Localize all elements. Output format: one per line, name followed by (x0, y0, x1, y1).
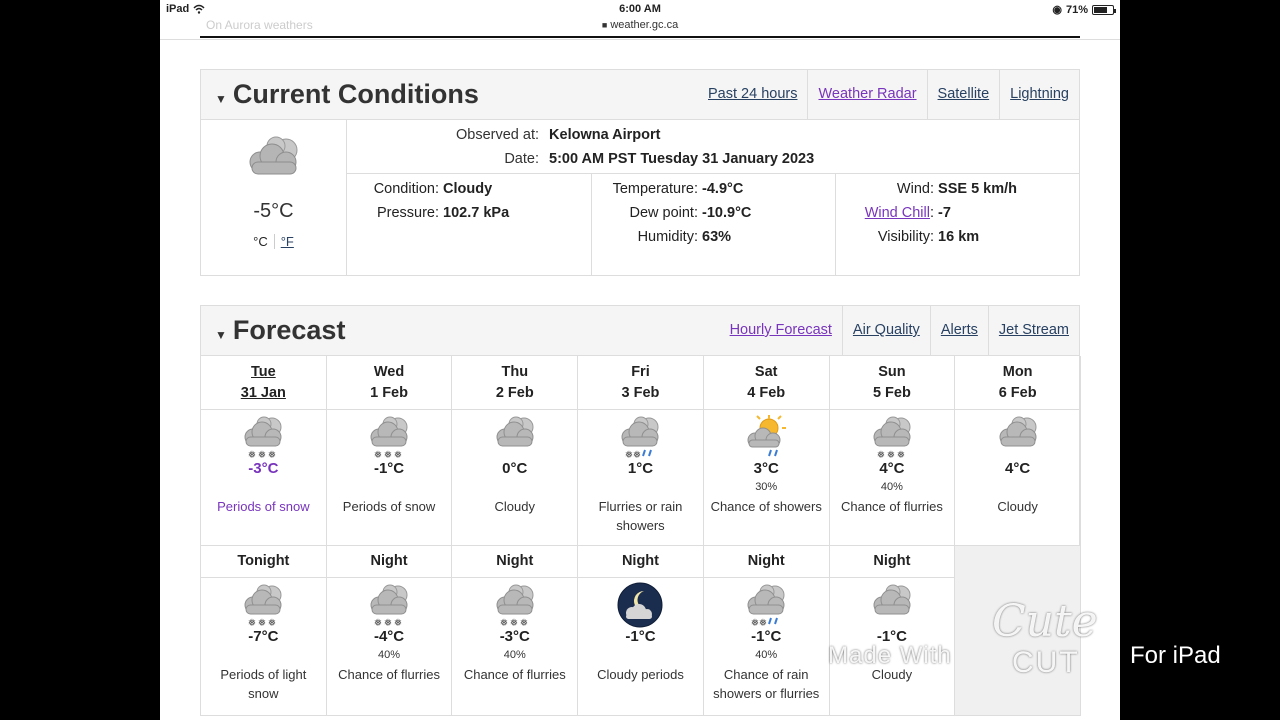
forecast-day-summary: Cloudy (997, 499, 1038, 514)
status-right (1052, 3, 1114, 16)
observation-date: 5:00 AM PST Tuesday 31 January 2023 (549, 151, 815, 167)
unit-switcher (201, 234, 346, 249)
cloud-icon (244, 134, 304, 180)
forecast-night-label: Tonight (237, 553, 290, 569)
forecast-day-date: 2 Feb (495, 385, 534, 401)
cloud-snow-icon (240, 582, 286, 628)
svg-text:❅: ❅ (258, 618, 267, 628)
divider (200, 36, 1080, 38)
forecast-night-temp: -1°C (625, 628, 656, 645)
cloud-icon (995, 414, 1041, 460)
svg-text:❅: ❅ (896, 450, 906, 460)
forecast-day-temp: 0°C (502, 460, 528, 477)
forecast-night-label: Night (747, 553, 785, 569)
forecast-night-summary: Chance of flurries (463, 667, 566, 682)
forecast-day-name: Thu (501, 364, 529, 380)
link-past-24-hours[interactable]: Past 24 hours (708, 86, 798, 102)
forecast-night-label: Night (496, 553, 534, 569)
forecast-day-summary: Flurries or rain showers (598, 499, 683, 533)
forecast-night-pop (201, 649, 326, 662)
forecast-day-name: Fri (631, 364, 650, 380)
forecast-day-temp: -3°C (248, 460, 279, 477)
forecast-day-cell[interactable] (955, 410, 1081, 546)
dewpoint-label: Dew point: (629, 205, 698, 221)
forecast-night-summary: Chance of flurries (338, 667, 440, 682)
forecast-header (201, 306, 1079, 356)
forecast-day-cell[interactable] (578, 410, 704, 546)
forecast-night-temp: -1°C (876, 628, 907, 645)
forecast-night-pop (578, 649, 703, 662)
forecast-night-cell[interactable] (830, 578, 956, 716)
svg-text:❅: ❅ (383, 618, 393, 628)
observed-station: Kelowna Airport (549, 127, 661, 143)
visibility-label: Visibility: (877, 229, 934, 245)
visibility-value: 16 km (938, 229, 980, 245)
forecast-day-pop (578, 481, 703, 494)
forecast-day-name: Sat (754, 364, 778, 380)
watermark-for-ipad: For iPad (1130, 642, 1221, 669)
condition-label: Condition: (373, 181, 439, 197)
caret-down-icon: ▼ (215, 92, 227, 106)
wind-value: SSE 5 km/h (938, 181, 1018, 197)
status-bar (160, 0, 1120, 40)
forecast-day-summary: Cloudy (494, 499, 535, 514)
watermark-cut: CUT (1012, 646, 1080, 679)
forecast-day-name: Sun (878, 364, 906, 380)
battery-icon (1092, 5, 1114, 15)
forecast-day-name: Wed (373, 364, 405, 380)
forecast-night-pop (830, 649, 955, 662)
forecast-day-pop: 40% (880, 481, 903, 493)
cloud-snow-icon (240, 414, 286, 460)
forecast-day-date: 5 Feb (872, 385, 911, 401)
humidity-value: 63% (702, 229, 732, 245)
forecast-day-cell[interactable] (704, 410, 830, 546)
battery-percent: 71% (1065, 3, 1088, 16)
forecast-day-date: 4 Feb (747, 385, 786, 401)
humidity-label: Humidity: (637, 229, 698, 245)
condition-value: Cloudy (443, 181, 493, 197)
watermark-made-with: Made With (828, 642, 952, 669)
link-alerts[interactable]: Alerts (930, 306, 988, 356)
forecast-night-summary: Chance of rain showers or flurries (713, 667, 820, 701)
forecast-day-header (578, 356, 704, 410)
forecast-day-pop: 30% (755, 481, 778, 493)
pressure-label: Pressure: (376, 205, 439, 221)
conditions-column-3: Wind: SSE 5 km/h Wind Chill: -7 Visibility: 16 km (835, 174, 1081, 275)
wind-chill-link[interactable]: Wind Chill (864, 205, 930, 221)
clock: 6:00 AM (619, 3, 661, 15)
forecast-day-pop (955, 481, 1080, 494)
cloud-snow-icon (869, 414, 915, 460)
forecast-night-header (830, 546, 956, 578)
link-air-quality[interactable]: Air Quality (842, 306, 930, 356)
forecast-night-header (327, 546, 453, 578)
unit-celsius: °C (253, 234, 268, 249)
svg-text:❅: ❅ (393, 450, 403, 460)
cloud-snow-rain-icon (743, 582, 789, 628)
forecast-night-cell[interactable] (201, 578, 327, 716)
forecast-panel (200, 305, 1080, 716)
forecast-night-pop: 40% (755, 649, 778, 661)
current-temperature: -5°C (253, 200, 294, 222)
forecast-day-pop (201, 481, 326, 494)
forecast-night-summary: Periods of light snow (220, 667, 307, 701)
cloud-snow-icon (366, 582, 412, 628)
forecast-night-cell[interactable] (327, 578, 453, 716)
svg-text:❅: ❅ (876, 450, 886, 460)
svg-text:❅: ❅ (625, 450, 634, 460)
conditions-column-2 (591, 174, 835, 275)
forecast-day-temp: 4°C (879, 460, 905, 477)
cloud-icon (869, 582, 915, 628)
forecast-day-date: 3 Feb (621, 385, 660, 401)
forecast-night-label: Night (873, 553, 911, 569)
forecast-day-temp: -1°C (373, 460, 405, 477)
forecast-day-name: Mon (1002, 364, 1033, 380)
forecast-day-temp: 3°C (753, 460, 779, 477)
svg-text:❅: ❅ (633, 450, 642, 460)
link-lightning[interactable]: Lightning (999, 70, 1079, 120)
forecast-night-pop: 40% (378, 649, 401, 661)
svg-text:❅: ❅ (248, 450, 257, 460)
dewpoint-value: -10.9°C (702, 205, 752, 221)
pressure-value: 102.7 kPa (443, 205, 510, 221)
forecast-day-summary: Periods of snow (342, 499, 436, 514)
orientation-lock-icon: ◉ (1052, 4, 1062, 16)
forecast-night-pop: 40% (503, 649, 526, 661)
svg-text:❅: ❅ (519, 618, 528, 628)
forecast-day-header (452, 356, 578, 410)
svg-text:❅: ❅ (751, 618, 760, 628)
current-conditions-toggle[interactable] (215, 79, 479, 110)
forecast-night-header (452, 546, 578, 578)
svg-text:❅: ❅ (373, 450, 383, 460)
forecast-night-summary: Cloudy (871, 667, 913, 682)
forecast-day-cell[interactable] (830, 410, 956, 546)
svg-text:❅: ❅ (268, 450, 277, 460)
temperature-label: Temperature: (612, 181, 698, 197)
url-text: weather.gc.ca (610, 19, 679, 31)
forecast-night-header (578, 546, 704, 578)
cloud-snow-icon (366, 414, 412, 460)
forecast-day-cell[interactable] (201, 410, 327, 546)
forecast-grid (201, 356, 1079, 716)
forecast-day-header (704, 356, 830, 410)
forecast-night-cell[interactable] (704, 578, 830, 716)
forecast-day-summary: Chance of flurries (840, 499, 943, 514)
forecast-night-temp: -4°C (373, 628, 405, 645)
svg-text:❅: ❅ (383, 450, 393, 460)
panel-title: Forecast (232, 315, 346, 345)
current-conditions-header (201, 70, 1079, 120)
forecast-empty-cell (955, 546, 1081, 716)
current-conditions-links (698, 70, 1079, 120)
forecast-night-header (201, 546, 327, 578)
forecast-day-temp: 1°C (627, 460, 654, 477)
moon-cloud-icon (617, 582, 663, 628)
temperature-value: -4.9°C (702, 181, 744, 197)
wind-label: Wind: (896, 181, 934, 197)
web-page (160, 40, 1120, 720)
panel-title: Current Conditions (232, 79, 479, 109)
forecast-day-header[interactable] (201, 356, 327, 410)
link-hourly-forecast[interactable]: Hourly Forecast (729, 322, 832, 338)
cloud-snow-rain-icon (617, 414, 663, 460)
forecast-toggle[interactable] (215, 315, 345, 346)
forecast-night-temp: -7°C (248, 628, 279, 645)
link-satellite[interactable]: Satellite (927, 70, 1000, 120)
svg-text:❅: ❅ (509, 618, 518, 628)
forecast-day-pop (327, 481, 452, 494)
forecast-night-header (704, 546, 830, 578)
date-label: Date: (504, 151, 539, 167)
svg-text:❅: ❅ (373, 618, 383, 628)
forecast-night-temp: -3°C (499, 628, 530, 645)
current-icon-column (201, 120, 347, 275)
forecast-night-temp: -1°C (751, 628, 782, 645)
forecast-day-pop (452, 481, 577, 494)
svg-text:❅: ❅ (759, 618, 768, 628)
svg-text:❅: ❅ (499, 618, 508, 628)
forecast-links (720, 306, 1079, 356)
svg-text:❅: ❅ (886, 450, 896, 460)
forecast-day-name: Tue (251, 364, 276, 380)
svg-text:❅: ❅ (393, 618, 403, 628)
link-jet-stream[interactable]: Jet Stream (988, 306, 1079, 356)
forecast-day-header (327, 356, 453, 410)
link-weather-radar[interactable]: Weather Radar (807, 70, 926, 120)
current-conditions-panel (200, 69, 1080, 276)
wind-chill-value: -7 (938, 205, 951, 221)
sun-cloud-rain-icon (743, 414, 789, 460)
forecast-day-temp: 4°C (1005, 460, 1031, 477)
cloud-icon (492, 414, 538, 460)
forecast-day-date: 1 Feb (370, 385, 408, 401)
forecast-night-cell[interactable] (578, 578, 704, 716)
lock-icon: ■ (601, 20, 608, 30)
forecast-day-cell[interactable] (452, 410, 578, 546)
caret-down-icon: ▼ (215, 328, 227, 342)
unit-fahrenheit-link[interactable]: °F (274, 234, 294, 249)
forecast-day-cell[interactable] (327, 410, 453, 546)
scrolled-heading-ghost: On Aurora weathers (206, 18, 313, 32)
observation-info (347, 120, 1079, 174)
forecast-night-label: Night (621, 553, 659, 569)
forecast-day-date: 31 Jan (240, 385, 286, 401)
forecast-day-date: 6 Feb (998, 385, 1037, 401)
device-name: iPad (166, 3, 190, 15)
forecast-day-summary: Chance of showers (710, 499, 822, 514)
cloud-snow-icon (492, 582, 538, 628)
forecast-night-summary: Cloudy periods (597, 667, 684, 682)
forecast-day-header (830, 356, 956, 410)
conditions-column-1 (347, 174, 591, 275)
observed-label: Observed at: (455, 127, 539, 143)
current-conditions-body (201, 120, 1079, 275)
forecast-night-label: Night (370, 553, 408, 569)
svg-text:❅: ❅ (248, 618, 257, 628)
svg-text:❅: ❅ (258, 450, 267, 460)
svg-text:❅: ❅ (268, 618, 277, 628)
forecast-night-cell[interactable] (452, 578, 578, 716)
watermark-cute: Cute (992, 596, 1098, 647)
forecast-day-header (955, 356, 1081, 410)
forecast-day-summary: Periods of snow (217, 499, 310, 514)
